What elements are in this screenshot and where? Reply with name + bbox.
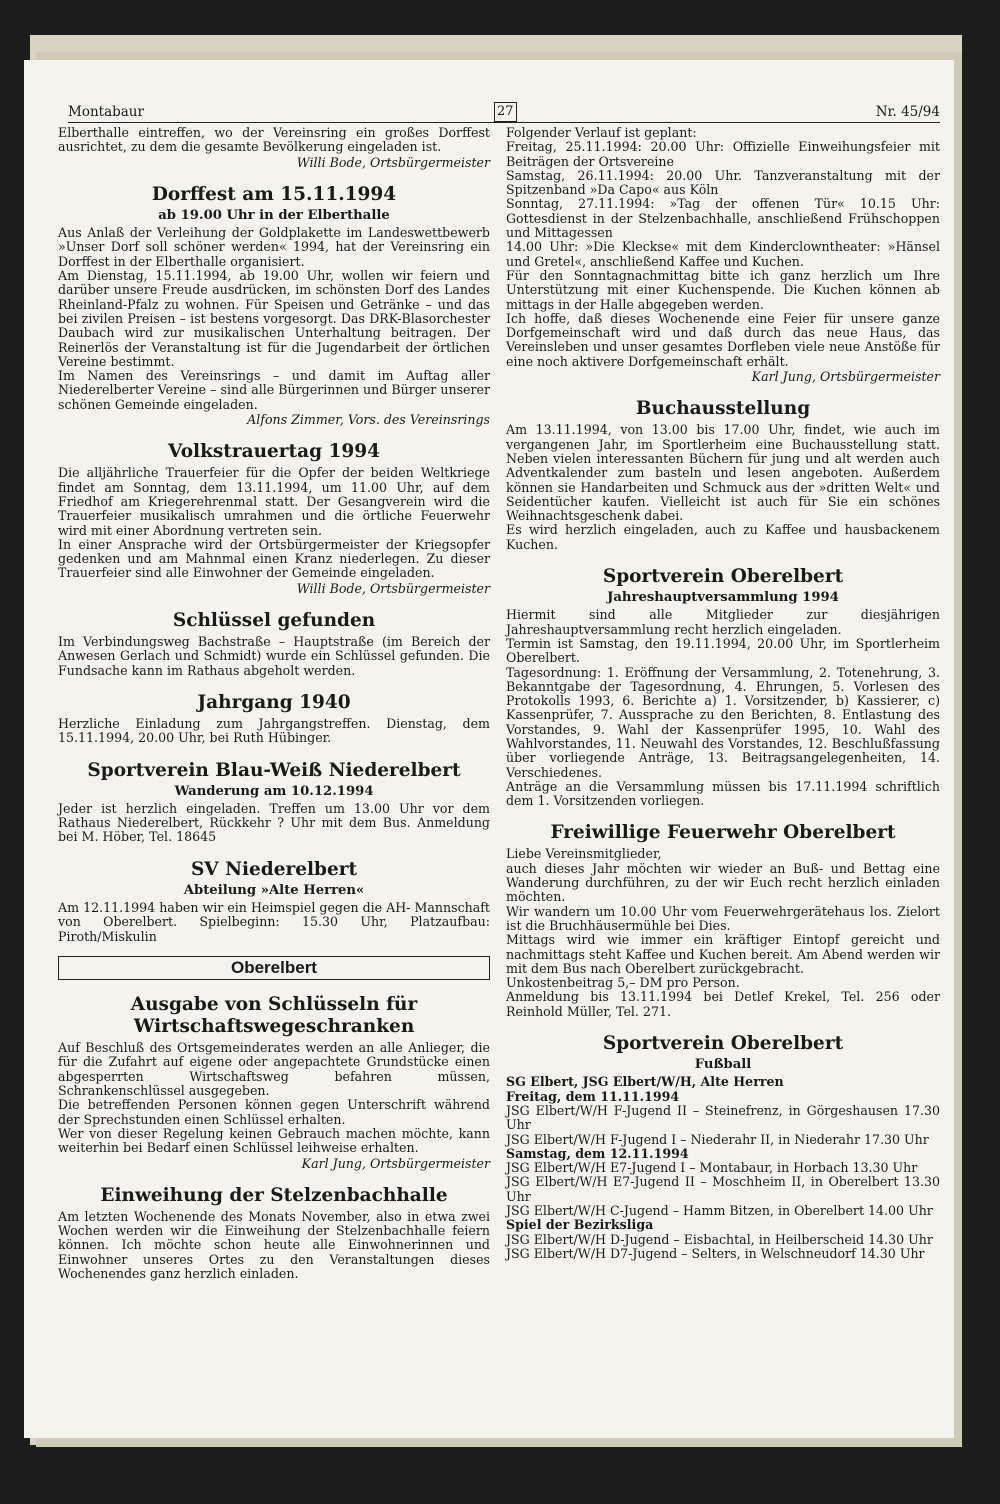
article-subheading: Wanderung am 10.12.1994 (174, 783, 374, 799)
bold-line: Freitag, dem 11.11.1994 (506, 1088, 680, 1104)
article-subheading: Fußball (694, 1057, 752, 1073)
article-heading: Schlüssel gefunden (172, 610, 376, 632)
bold-line: Samstag, dem 12.11.1994 (506, 1145, 689, 1161)
article-heading: Dorffest am 15.11.1994 (151, 183, 397, 205)
paragraph: JSG Elbert/W/H D7-Jugend – Selters, in Welschneudorf 14.30 Uhr (506, 1245, 925, 1261)
signature: Alfons Zimmer, Vors. des Vereinsrings (247, 412, 490, 428)
paragraph: Am 13.11.1994, von 13.00 bis 17.00 Uhr, findet, wie auch im vergangenen Jahr, im Sportlerheim eine Buchausstellung statt. Neben vielen interessanten Büchern für jung und alt werden auch Adventkalender zum basteln und lesen angeboten. Außerdem können sie Handarbeiten und Schmuck aus der »dritten Welt« und Seidentücher kaufen. Vielleicht ist auch für Sie ein schönes Weihnachtsgeschenk dabei. (506, 422, 940, 524)
article-heading: Einweihung der Stelzenbachhalle (100, 1184, 448, 1206)
paragraph: Samstag, 26.11.1994: 20.00 Uhr. Tanzveranstaltung mit der Spitzenband »Da Capo« aus Köln (506, 167, 940, 198)
paragraph: Am letzten Wochenende des Monats November, also in etwa zwei Wochen werden wir die Einweihung der Stelzenbachhalle feiern können. Ich möchte schon heute alle Einwohnerinnen und Einwohner unseres Ortes zu den Veranstaltungen dieses Wochenendes ganz herzlich einladen. (58, 1208, 490, 1282)
page-header (68, 102, 940, 124)
article-heading: Sportverein Oberelbert (602, 1033, 844, 1055)
signature: Willi Bode, Ortsbürgermeister (296, 580, 490, 596)
paragraph: In einer Ansprache wird der Ortsbürgermeister der Kriegsopfer gedenken und am Mahnmal einen Kranz niederlegen. Zu dieser Trauerfeier sind alle Einwohner der Gemeinde eingeladen. (58, 536, 490, 581)
bold-line: Spiel der Bezirksliga (506, 1217, 654, 1233)
paragraph: Sonntag, 27.11.1994: »Tag der offenen Tür« 10.15 Uhr: Gottesdienst in der Stelzenbachhalle, anschließend Frühschoppen und Mittagessen (506, 196, 940, 241)
paragraph: Für den Sonntagnachmittag bitte ich ganz herzlich um Ihre Unterstützung mit einer Kuchenspende. Die Kuchen können ab mittags in der Halle abgegeben werden. (506, 267, 940, 312)
page-number: 27 (494, 102, 517, 122)
article-heading: Buchausstellung (635, 398, 811, 420)
paragraph: Anmeldung bis 13.11.1994 bei Detlef Krekel, Tel. 256 oder Reinhold Müller, Tel. 271. (506, 989, 940, 1019)
paragraph: Es wird herzlich eingeladen, auch zu Kaffee und hausbackenem Kuchen. (506, 522, 940, 552)
paragraph: JSG Elbert/W/H F-Jugend I – Niederahr II, in Niederahr 17.30 Uhr (506, 1131, 929, 1147)
paragraph: Liebe Vereinsmitglieder, (506, 846, 662, 862)
paragraph: Ich hoffe, daß dieses Wochenende eine Feier für unsere ganze Dorfgemeinschaft wird und daß durch das neue Haus, das Vereinsleben und unser gesamtes Dorfleben viele neue Anstöße für eine noch aktivere Dorfgemeinschaft erhält. (506, 310, 940, 369)
paragraph: JSG Elbert/W/H E7-Jugend I – Montabaur, in Horbach 13.30 Uhr (506, 1160, 918, 1176)
left-column (58, 126, 490, 1281)
signature: Karl Jung, Ortsbürgermeister (301, 1155, 490, 1171)
article-heading: Freiwillige Feuerwehr Oberelbert (550, 822, 896, 844)
paragraph: Auf Beschluß des Ortsgemeinderates werden an alle Anlieger, die für die Zufahrt auf eigene oder angepachtete Grundstücke einen abgesperrten Wirtschaftsweg befahren müssen, Schrankenschlüssel ausgegeben. (58, 1040, 490, 1099)
paragraph: JSG Elbert/W/H E7-Jugend II – Moschheim II, in Oberelbert 13.30 Uhr (506, 1174, 940, 1204)
article-subheading: ab 19.00 Uhr in der Elberthalle (158, 207, 390, 223)
article-heading: Sportverein Blau-Weiß Niederelbert (87, 759, 461, 781)
paragraph: Folgender Verlauf ist geplant: (506, 125, 697, 140)
paragraph: auch dieses Jahr möchten wir wieder an Buß- und Bettag eine Wanderung durchführen, zu der wir Euch recht herzlich einladen möchten. (506, 860, 940, 905)
article-subheading: Jahreshauptversammlung 1994 (607, 590, 839, 606)
signature: Willi Bode, Ortsbürgermeister (296, 154, 490, 170)
paragraph: Die alljährliche Trauerfeier für die Opfer der beiden Weltkriege findet am Sonntag, dem 13.11.1994, um 11.00 Uhr, auf dem Friedhof am Kriegerehrenmal statt. Der Gesangverein wird die Trauerfeier musikalisch umrahmen und die örtliche Feuerwehr wird mit einer Abordnung vertreten sein. (58, 465, 490, 538)
article-subheading: Abteilung »Alte Herren« (183, 882, 365, 898)
header-rule (68, 122, 940, 123)
paragraph: Freitag, 25.11.1994: 20.00 Uhr: Offizielle Einweihungsfeier mit Beiträgen der Ortsvereine (506, 139, 940, 169)
paragraph: Aus Anlaß der Verleihung der Goldplakette im Landeswettbewerb »Unser Dorf soll schöner werden« 1994, hat der Vereinsring ein Dorffest in der Elberthalle organisiert. (58, 225, 490, 269)
paragraph: JSG Elbert/W/H F-Jugend II – Steinefrenz, in Görgeshausen 17.30 Uhr (506, 1102, 940, 1133)
paragraph: 14.00 Uhr: »Die Kleckse« mit dem Kinderclowntheater: »Hänsel und Gretel«, anschließend Kaffee und Kuchen. (506, 239, 940, 269)
article-heading: Jahrgang 1940 (197, 691, 351, 713)
paragraph: Hiermit sind alle Mitglieder zur diesjährigen Jahreshauptversammlung recht herzlich eingeladen. (506, 607, 940, 637)
header-issue: Nr. 45/94 (875, 104, 940, 120)
paragraph: Termin ist Samstag, den 19.11.1994, 20.00 Uhr, im Sportlerheim Oberelbert. (506, 635, 940, 666)
paragraph: Im Namen des Vereinsrings – und damit im Auftag aller Niederelberter Vereine – sind alle Bürgerinnen und Bürger unserer schönen Gemeinde eingeladen. (58, 368, 490, 412)
article-heading: SV Niederelbert (190, 858, 358, 880)
bold-line: SG Elbert, JSG Elbert/W/H, Alte Herren (506, 1074, 784, 1090)
paragraph: Die betreffenden Personen können gegen Unterschrift während der Sprechstunden einen Schlüssel erhalten. (58, 1097, 490, 1127)
article-heading: Sportverein Oberelbert (602, 566, 844, 588)
paragraph: Herzliche Einladung zum Jahrgangstreffen. Dienstag, dem 15.11.1994, 20.00 Uhr, bei Ruth Hübinger. (58, 715, 490, 746)
signature: Karl Jung, Ortsbürgermeister (751, 369, 940, 385)
paragraph: Jeder ist herzlich eingeladen. Treffen um 13.00 Uhr vor dem Rathaus Niederelbert, Rückkehr ? Uhr mit dem Bus. Anmeldung bei M. Höber, Tel. 18645 (58, 800, 490, 845)
paragraph: Anträge an die Versammlung müssen bis 17.11.1994 schriftlich dem 1. Vorsitzenden vorliegen. (506, 778, 940, 809)
paragraph: Am 12.11.1994 haben wir ein Heimspiel gegen die AH- Mannschaft von Oberelbert. Spielbeginn: 15.30 Uhr, Platzaufbau: Piroth/Miskulin (58, 899, 490, 944)
article-heading: Ausgabe von Schlüsseln für Wirtschaftswegeschranken (130, 994, 418, 1038)
article-heading: Volkstrauertag 1994 (168, 441, 380, 463)
paragraph: Wir wandern um 10.00 Uhr vom Feuerwehrgerätehaus los. Zielort ist die Bruchhäusermühle bei Dies. (506, 903, 940, 933)
section-box: Oberelbert (58, 956, 490, 980)
paragraph: Im Verbindungsweg Bachstraße – Hauptstraße (im Bereich der Anwesen Gerlach und Schmidt) wurde ein Schlüssel gefunden. Die Fundsache kann im Rathaus abgeholt werden. (58, 634, 490, 678)
header-town: Montabaur (68, 104, 144, 120)
newspaper-page (24, 60, 954, 1438)
paragraph: Unkostenbeitrag 5,– DM pro Person. (506, 975, 740, 991)
paragraph: Wer von dieser Regelung keinen Gebrauch machen möchte, kann weiterhin bei Bedarf einen Schlüssel leihweise erhalten. (58, 1125, 490, 1156)
right-column (506, 126, 940, 1261)
paragraph: Elberthalle eintreffen, wo der Vereinsring ein großes Dorffest ausrichtet, zu dem die gesamte Bevölkerung eingeladen ist. (58, 125, 490, 155)
paragraph: Mittags wird wie immer ein kräftiger Eintopf gereicht und nachmittags steht Kaffee und Kuchen bereit. Am Abend werden wir mit dem Bus nach Oberelbert zurückgebracht. (506, 932, 940, 976)
paragraph: Am Dienstag, 15.11.1994, ab 19.00 Uhr, wollen wir feiern und darüber unsere Freude ausdrücken, im schönsten Dorf des Landes Rheinland-Pfalz zu wohnen. Für Speisen und Getränke – und das bei zivilen Preisen – ist bestens vorgesorgt. Das DRK-Blasorchester Daubach wird zur musikalischen Unterhaltung beitragen. Der Reinerlös der Veranstaltung ist für die Jugendarbeit der örtlichen Vereine bestimmt. (58, 268, 490, 369)
paragraph: JSG Elbert/W/H D-Jugend – Eisbachtal, in Heilberscheid 14.30 Uhr (506, 1231, 933, 1247)
paragraph: Tagesordnung: 1. Eröffnung der Versammlung, 2. Totenehrung, 3. Bekanntgabe der Tagesordnung, 4. Ehrungen, 5. Vorlesen des Protokolls 1993, 6. Berichte a) 1. Vorsitzender, b) Kassierer, c) Kassenprüfer, 7. Aussprache zu den Berichten, 8. Entlastung des Vorstandes, 9. Wahl der Kassenprüfer 1995, 10. Wahl des Wahlvorstandes, 11. Neuwahl des Vorstandes, 12. Beschlußfassung über vorliegende Anträge, 13. Beitragsangelegenheiten, 14. Verschiedenes. (506, 664, 940, 780)
paragraph: JSG Elbert/W/H C-Jugend – Hamm Bitzen, in Oberelbert 14.00 Uhr (506, 1203, 933, 1218)
